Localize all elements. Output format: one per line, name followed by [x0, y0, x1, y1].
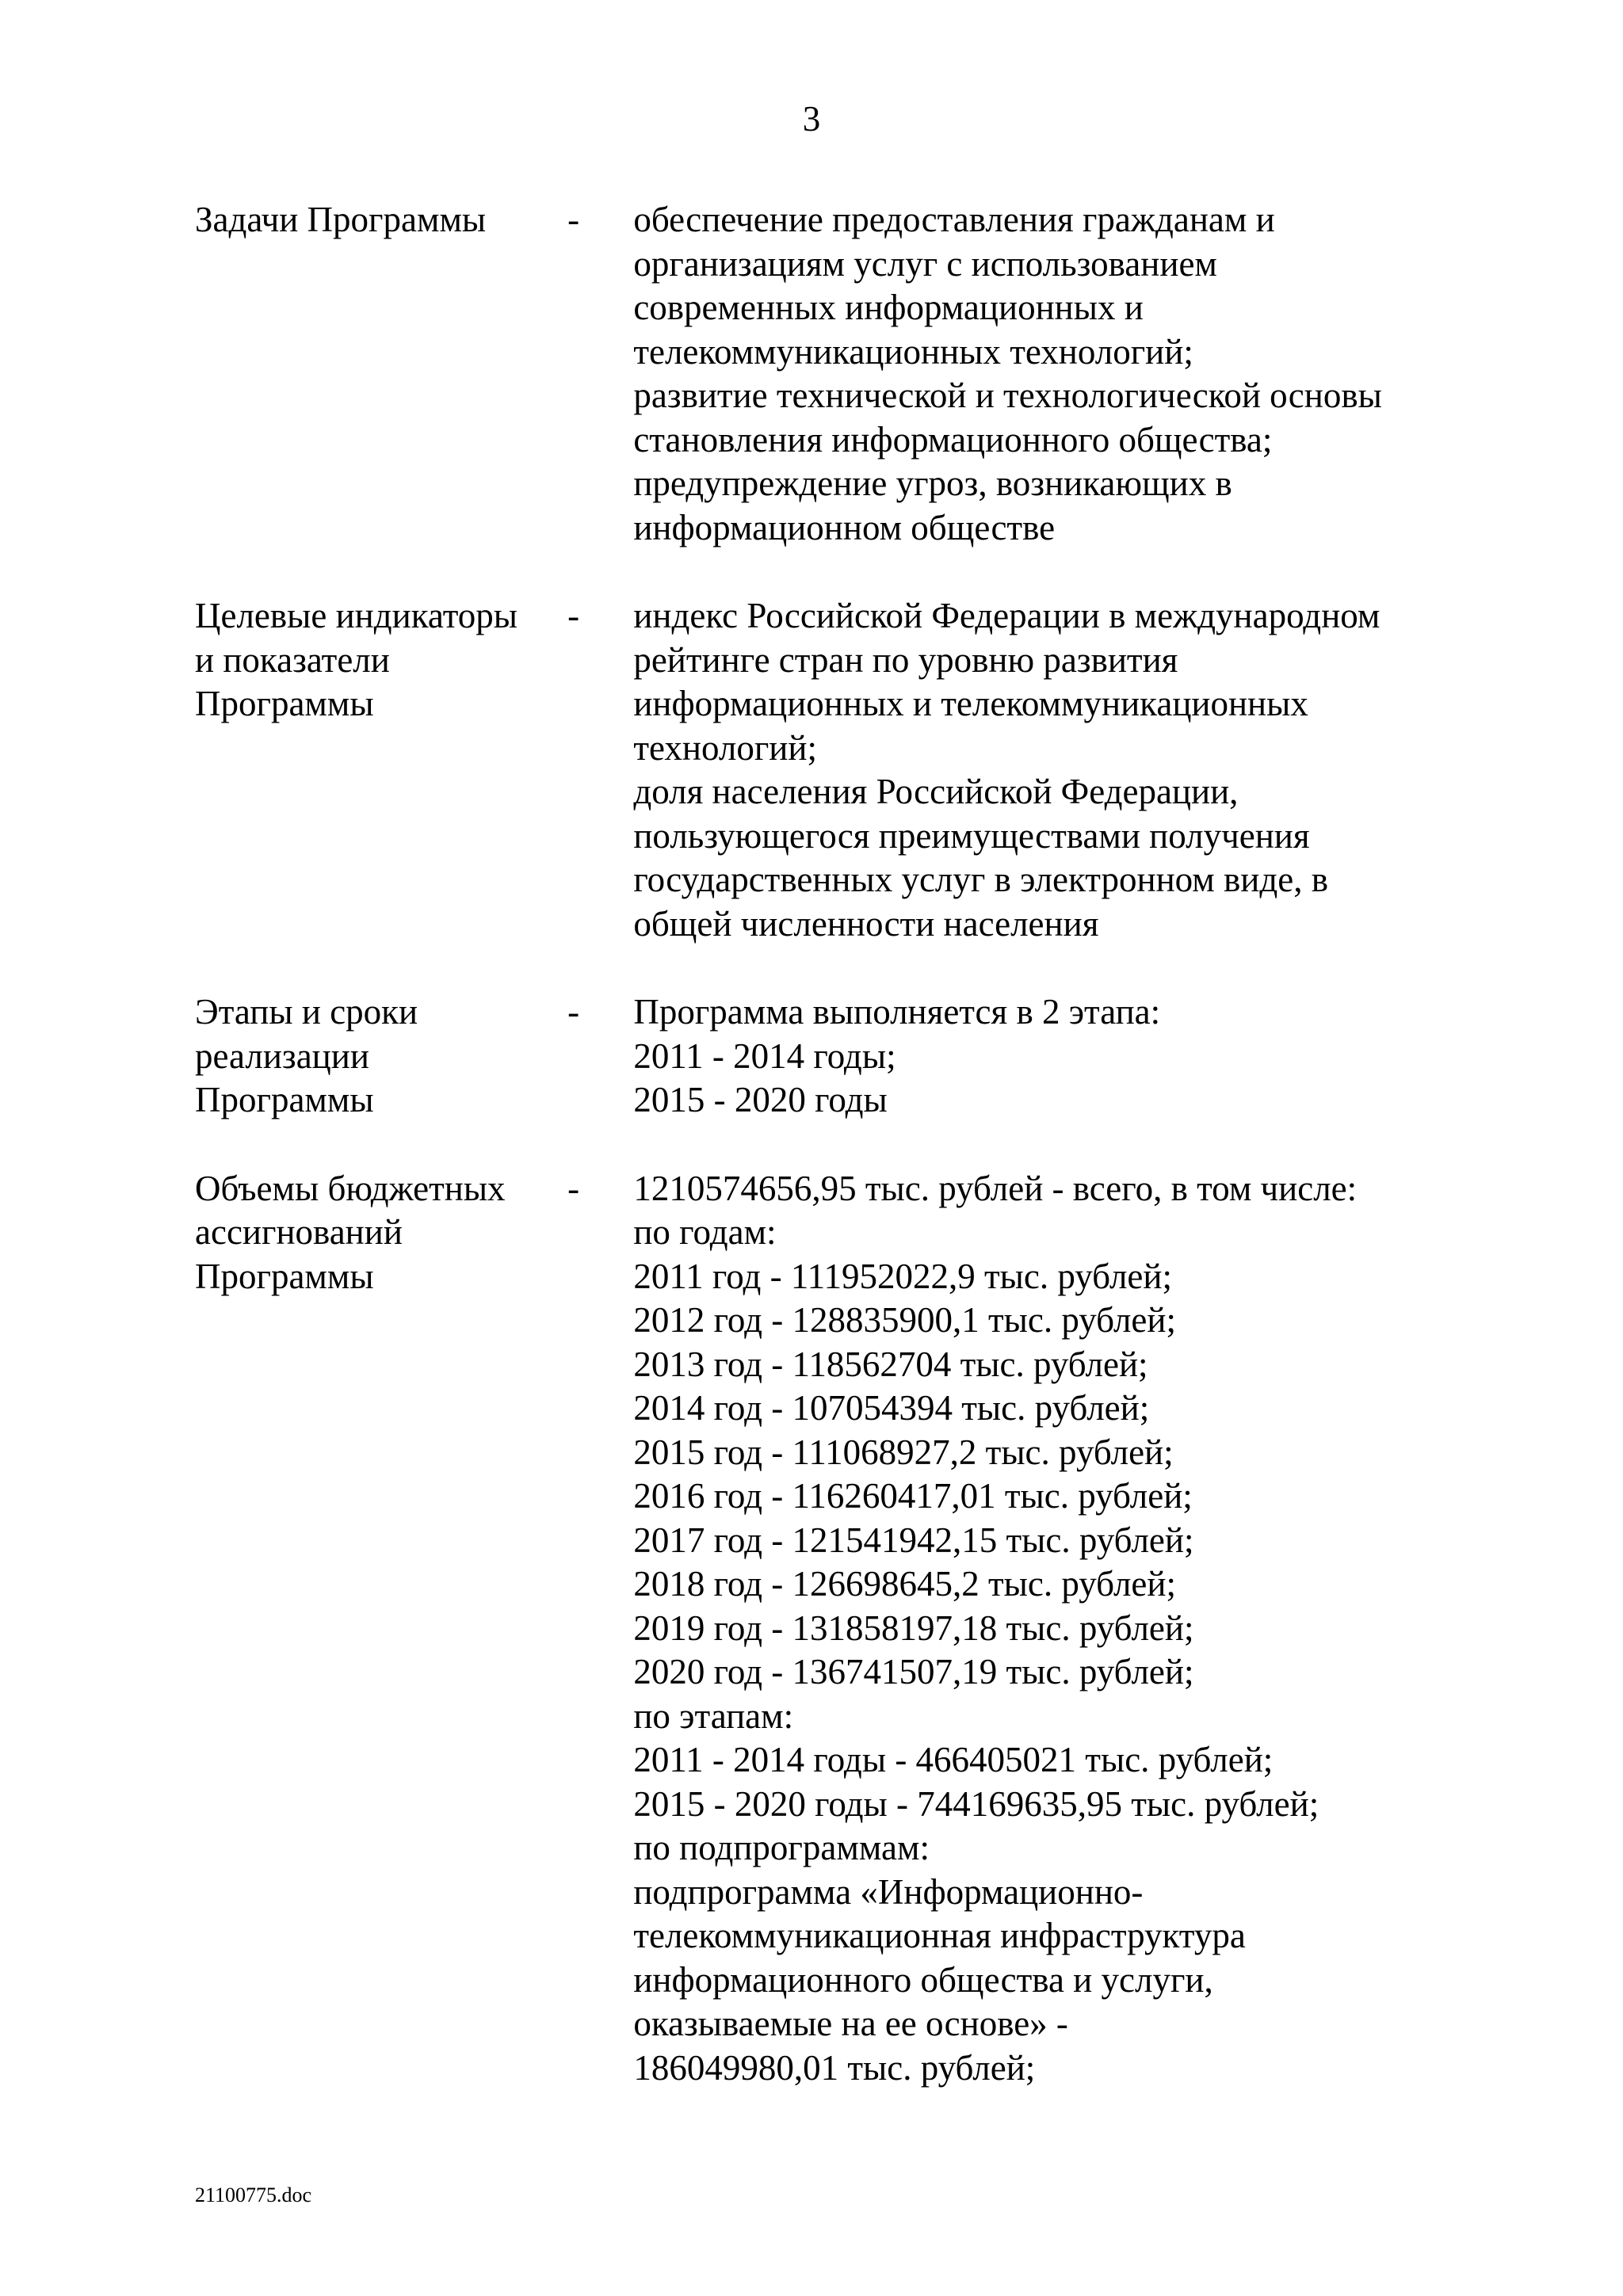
- label-line: Программы: [195, 684, 374, 723]
- label-line: и показатели: [195, 639, 390, 680]
- section-program-tasks: [195, 198, 1447, 550]
- content-line: 2015 - 2020 годы: [633, 1080, 888, 1119]
- content-line: государственных услуг в электронном виде, в: [633, 860, 1328, 899]
- content-line: рейтинге стран по уровню развития: [633, 639, 1178, 680]
- content-line: 2017 год - 121541942,15 тыс. рублей;: [633, 1520, 1194, 1560]
- section-label: [195, 990, 567, 1123]
- content-line: телекоммуникационная инфраструктура: [633, 1916, 1246, 1955]
- page-number: 3: [802, 99, 821, 139]
- dash-separator: -: [567, 200, 580, 239]
- section-content: [633, 1167, 1447, 2091]
- content-line: общей численности населения: [633, 903, 1099, 944]
- dash-separator: -: [567, 596, 580, 635]
- content-line: 2019 год - 131858197,18 тыс. рублей;: [633, 1608, 1194, 1648]
- dash-separator: -: [567, 1168, 580, 1208]
- section-label: [195, 594, 567, 727]
- section-content: [633, 198, 1447, 550]
- content-line: 2011 - 2014 годы - 466405021 тыс. рублей;: [633, 1740, 1274, 1779]
- content-line: 2011 год - 111952022,9 тыс. рублей;: [633, 1256, 1172, 1296]
- content-line: информационном обществе: [633, 507, 1056, 547]
- content-line: 2018 год - 126698645,2 тыс. рублей;: [633, 1564, 1176, 1604]
- label-line: ассигнований: [195, 1212, 403, 1252]
- content-line: Программа выполняется в 2 этапа:: [633, 992, 1161, 1032]
- content-line: организациям услуг с использованием: [633, 243, 1217, 284]
- content-line: по этапам:: [633, 1695, 794, 1736]
- content-line: индекс Российской Федерации в международном: [633, 596, 1381, 635]
- content-line: 2020 год - 136741507,19 тыс. рублей;: [633, 1652, 1194, 1691]
- content-line: 186049980,01 тыс. рублей;: [633, 2047, 1036, 2088]
- content-line: по подпрограммам:: [633, 1828, 930, 1867]
- content-line: по годам:: [633, 1212, 777, 1252]
- section-label: [195, 198, 567, 242]
- content-line: развитие технической и технологической основы: [633, 376, 1382, 415]
- label-line: Программы: [195, 1080, 374, 1119]
- content-line: обеспечение предоставления гражданам и: [633, 200, 1275, 239]
- section-target-indicators: [195, 594, 1447, 946]
- content-line: 2011 - 2014 годы;: [633, 1035, 896, 1076]
- content-line: информационного общества и услуги,: [633, 1959, 1213, 2000]
- content-line: 2015 - 2020 годы - 744169635,95 тыс. рублей;: [633, 1783, 1319, 1824]
- content-line: 2013 год - 118562704 тыс. рублей;: [633, 1344, 1148, 1384]
- content-line: оказываемые на ее основе» -: [633, 2004, 1068, 2043]
- content-line: подпрограмма «Информационно-: [633, 1871, 1144, 1912]
- content-line: современных информационных и: [633, 288, 1144, 327]
- label-line: реализации: [195, 1035, 369, 1076]
- content-line: 2016 год - 116260417,01 тыс. рублей;: [633, 1476, 1193, 1516]
- section-content: [633, 990, 1447, 1123]
- section-stages-and-terms: [195, 990, 1447, 1123]
- content-line: 2012 год - 128835900,1 тыс. рублей;: [633, 1300, 1176, 1340]
- content-line: 2015 год - 111068927,2 тыс. рублей;: [633, 1432, 1174, 1472]
- section-content: [633, 594, 1447, 946]
- content-line: пользующегося преимуществами получения: [633, 815, 1310, 856]
- label-line: Целевые индикаторы: [195, 596, 518, 635]
- label-line: Этапы и сроки: [195, 992, 418, 1032]
- content-line: технологий;: [633, 727, 817, 768]
- content-line: 1210574656,95 тыс. рублей - всего, в том числе:: [633, 1168, 1358, 1208]
- content-line: 2014 год - 107054394 тыс. рублей;: [633, 1388, 1150, 1428]
- label-line: Задачи Программы: [195, 200, 487, 239]
- label-line: Программы: [195, 1256, 374, 1296]
- content-line: доля населения Российской Федерации,: [633, 772, 1239, 811]
- passport-table: [195, 198, 1447, 2134]
- content-line: предупреждение угроз, возникающих в: [633, 463, 1232, 503]
- section-budget-allocations: [195, 1167, 1447, 2091]
- content-line: становления информационного общества;: [633, 419, 1273, 460]
- document-filename: 21100775.doc: [195, 2183, 312, 2206]
- section-label: [195, 1167, 567, 1299]
- content-line: информационных и телекоммуникационных: [633, 684, 1308, 723]
- dash-separator: -: [567, 992, 580, 1032]
- content-line: телекоммуникационных технологий;: [633, 331, 1193, 372]
- label-line: Объемы бюджетных: [195, 1168, 506, 1208]
